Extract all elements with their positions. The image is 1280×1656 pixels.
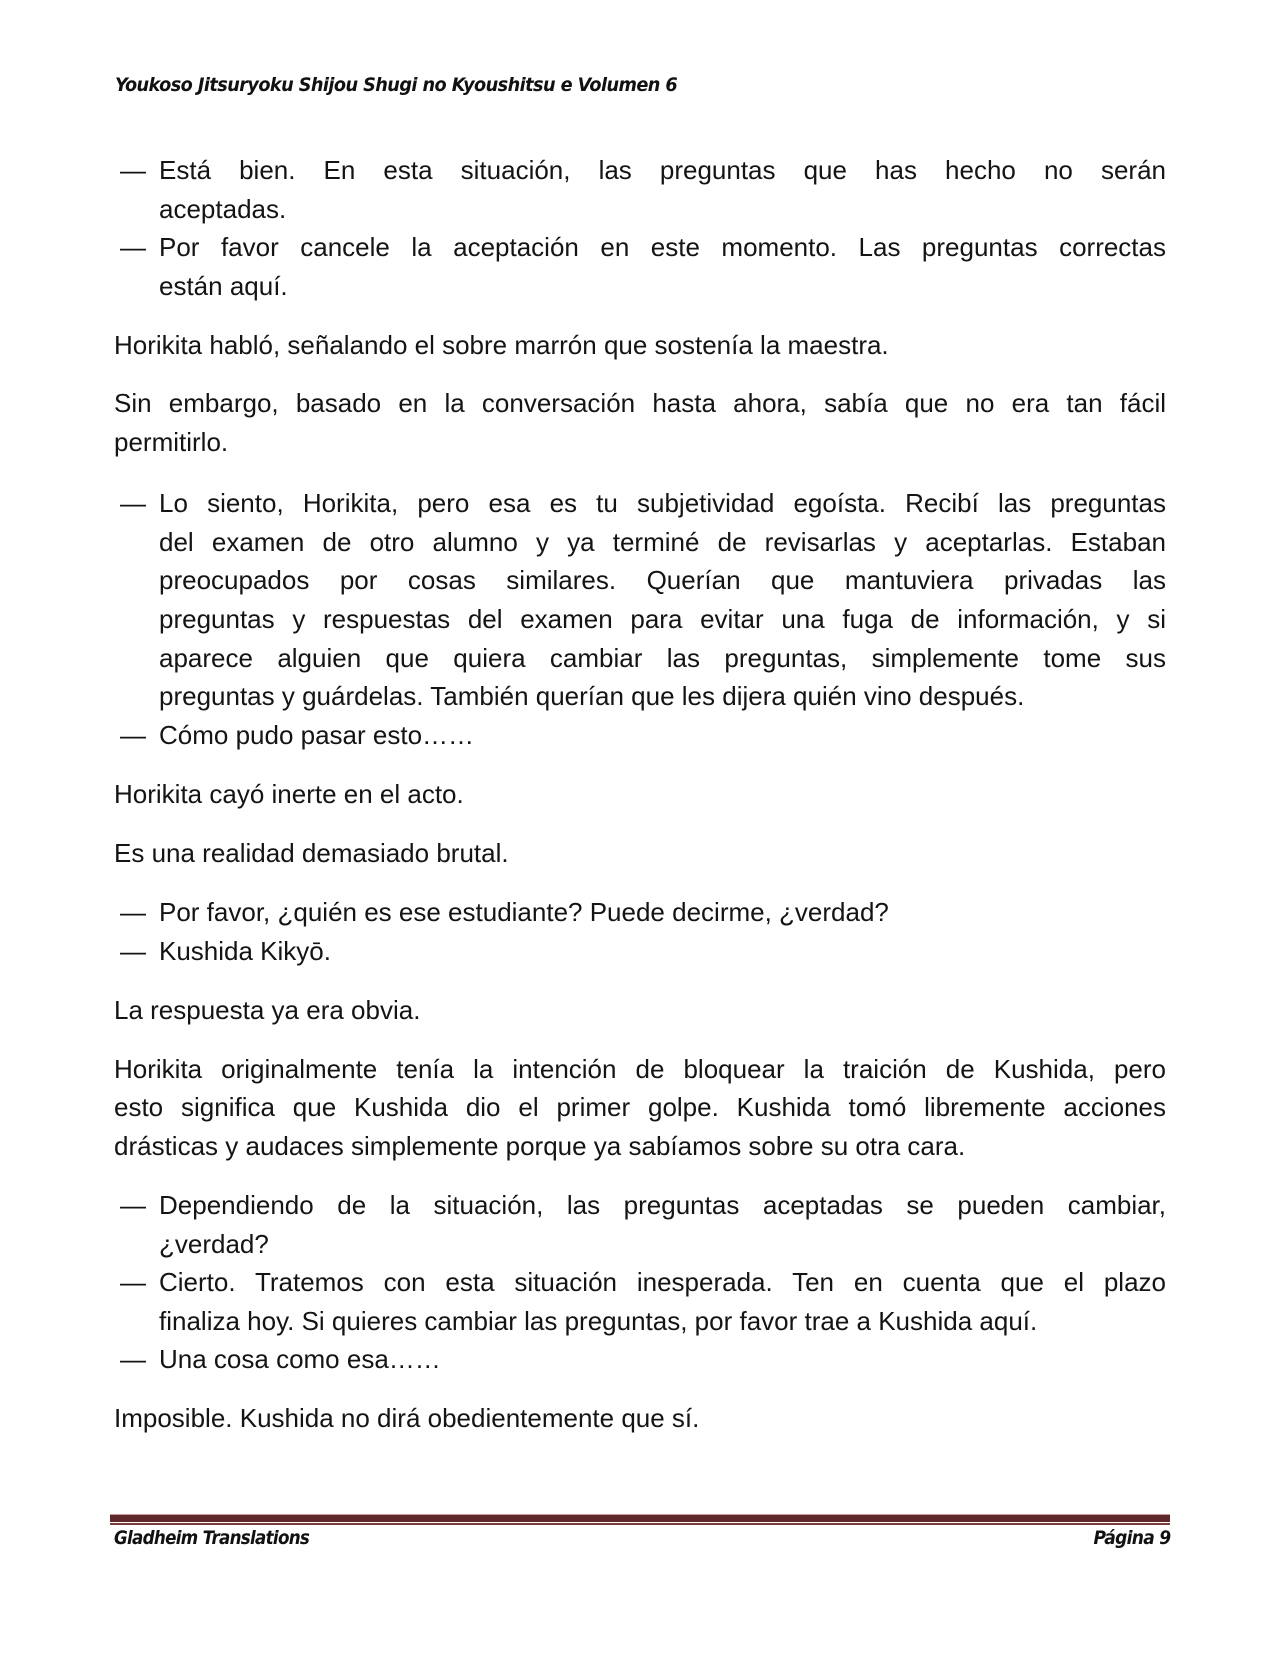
dialogue-line: Cierto. Tratemos con esta situación inesperada. Ten en cuenta que el plazo [159,1267,1166,1297]
dialogue-line: preguntas y respuestas del examen para evitar una fuga de información, y si [159,604,1166,634]
em-dash: — [120,1190,146,1220]
dialogue-line: Una cosa como esa…… [159,1344,441,1374]
dialogue-line: Por favor, ¿quién es ese estudiante? Puede decirme, ¿verdad? [159,897,889,927]
paragraph-line: Imposible. Kushida no dirá obedientemente que sí. [114,1403,700,1433]
paragraph-line: Horikita originalmente tenía la intención de bloquear la traición de Kushida, pero [114,1054,1166,1084]
paragraph-line: esto significa que Kushida dio el primer golpe. Kushida tomó libremente acciones [114,1092,1166,1122]
dialogue-line: finaliza hoy. Si quieres cambiar las preguntas, por favor trae a Kushida aquí. [159,1306,1038,1336]
paragraph-line: permitirlo. [114,427,229,457]
dialogue-line: están aquí. [159,271,288,301]
dialogue-line: Dependiendo de la situación, las preguntas aceptadas se pueden cambiar, [159,1190,1166,1220]
paragraph-line: Es una realidad demasiado brutal. [114,838,509,868]
paragraph-line: La respuesta ya era obvia. [114,995,421,1025]
dialogue-line: del examen de otro alumno y ya terminé de revisarlas y aceptarlas. Estaban [159,527,1166,557]
dialogue-line: preocupados por cosas similares. Querían que mantuviera privadas las [159,565,1166,595]
em-dash: — [120,897,146,927]
em-dash: — [120,155,146,185]
em-dash: — [120,488,146,518]
footer-rule [110,1514,1170,1522]
dialogue-line: Está bien. En esta situación, las preguntas que has hecho no serán [159,155,1166,185]
running-header-title: Youkoso Jitsuryoku Shijou Shugi no Kyoushitsu e Volumen 6 [115,74,678,96]
paragraph-line: Horikita cayó inerte en el acto. [114,779,464,809]
em-dash: — [120,1267,146,1297]
em-dash: — [120,232,146,262]
dialogue-line: aceptadas. [159,194,287,224]
paragraph-line: Sin embargo, basado en la conversación hasta ahora, sabía que no era tan fácil [114,388,1166,418]
dialogue-line: aparece alguien que quiera cambiar las preguntas, simplemente tome sus [159,643,1166,673]
dialogue-line: Lo siento, Horikita, pero esa es tu subjetividad egoísta. Recibí las preguntas [159,488,1166,518]
footer-publisher: Gladheim Translations [114,1527,310,1549]
em-dash: — [120,936,146,966]
dialogue-line: preguntas y guárdelas. También querían que les dijera quién vino después. [159,681,1025,711]
dialogue-line: Kushida Kikyō. [159,936,331,966]
footer-page-number: Página 9 [1093,1527,1170,1549]
paragraph-line: drásticas y audaces simplemente porque ya sabíamos sobre su otra cara. [114,1131,966,1161]
dialogue-line: ¿verdad? [159,1229,269,1259]
footer-rule-thin [110,1523,1170,1525]
em-dash: — [120,1344,146,1374]
dialogue-line: Cómo pudo pasar esto…… [159,720,475,750]
em-dash: — [120,720,146,750]
dialogue-line: Por favor cancele la aceptación en este momento. Las preguntas correctas [159,232,1166,262]
paragraph-line: Horikita habló, señalando el sobre marrón que sostenía la maestra. [114,330,889,360]
